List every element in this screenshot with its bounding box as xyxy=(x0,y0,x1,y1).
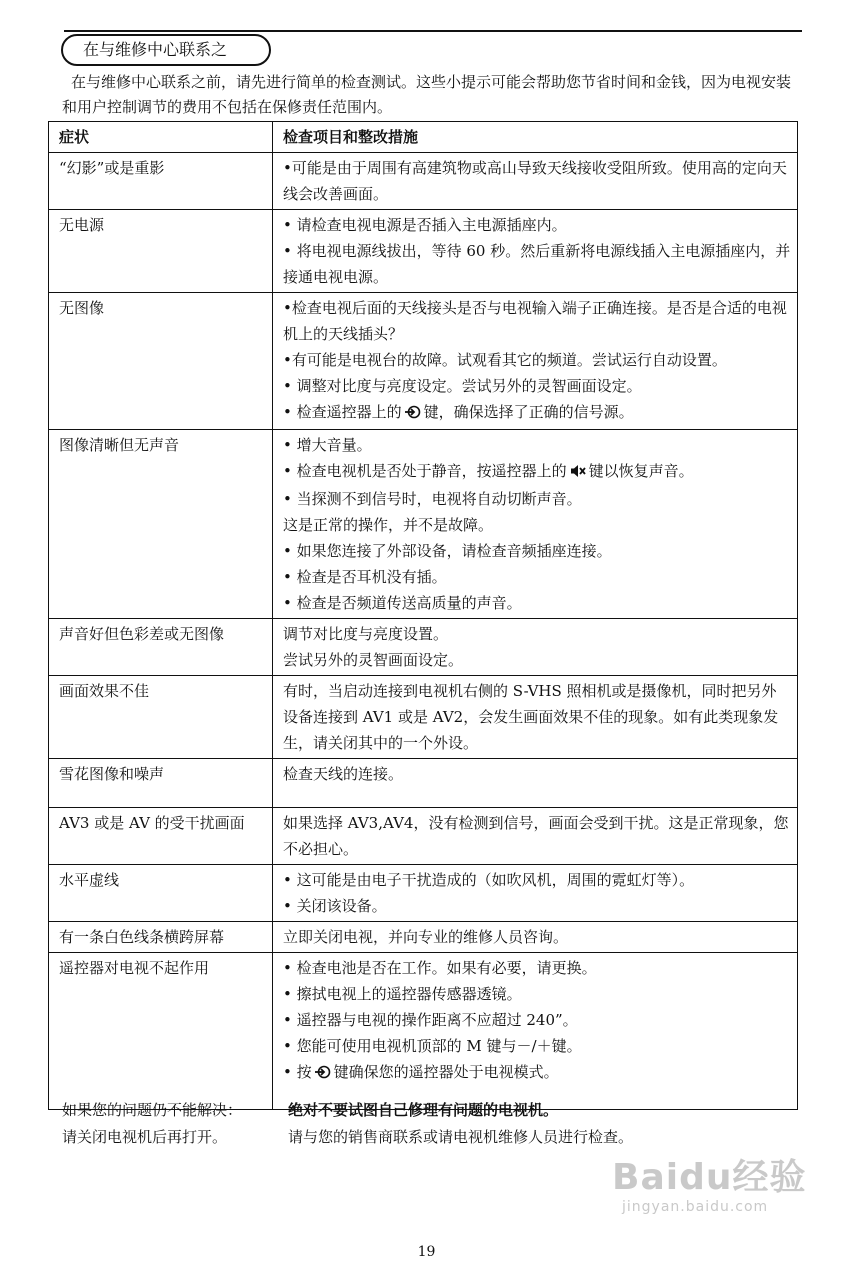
footer-row1-right: 绝对不要试图自己修理有问题的电视机。 xyxy=(288,1101,559,1119)
symptom-cell: “幻影”或是重影 xyxy=(49,153,273,210)
symptom-cell: 水平虚线 xyxy=(49,865,273,922)
footer-row2-right: 请与您的销售商联系或请电视机维修人员进行检查。 xyxy=(288,1128,634,1146)
action-cell xyxy=(273,293,798,430)
table-row xyxy=(49,153,798,210)
action-cell xyxy=(273,619,798,676)
watermark-logo xyxy=(612,1158,812,1228)
action-cell xyxy=(273,676,798,759)
action-line: • 关闭该设备。 xyxy=(283,897,387,915)
symptom-cell: 画面效果不佳 xyxy=(49,676,273,759)
action-line: •检查电视后面的天线接头是否与电视输入端子正确连接。是否是合适的电视机上的天线插头？ xyxy=(283,299,787,343)
action-line: • 如果您连接了外部设备，请检查音频插座连接。 xyxy=(283,542,612,560)
action-line xyxy=(283,458,791,486)
action-line: • 您能可使用电视机顶部的 M 键与－/＋键。 xyxy=(283,1037,582,1055)
action-line: 尝试另外的灵智画面设定。 xyxy=(283,651,464,669)
action-cell xyxy=(273,430,798,619)
action-line: • 当探测不到信号时，电视将自动切断声音。 xyxy=(283,490,582,508)
symptom-cell: 有一条白色线条横跨屏幕 xyxy=(49,922,273,953)
symptom-cell: 雪花图像和噪声 xyxy=(49,759,273,808)
action-line: •有可能是电视台的故障。试观看其它的频道。尝试运行自动设置。 xyxy=(283,351,727,369)
footer-note xyxy=(62,1097,802,1151)
table-row xyxy=(49,293,798,430)
action-cell xyxy=(273,759,798,808)
watermark-brand: Baidu经验 xyxy=(612,1157,807,1198)
action-text: 键以恢复声音。 xyxy=(588,462,694,480)
symptom-cell: 图像清晰但无声音 xyxy=(49,430,273,619)
footer-row2-left: 请关闭电视机后再打开。 xyxy=(62,1128,228,1146)
watermark-url: jingyan.baidu.com xyxy=(622,1199,769,1215)
table-row xyxy=(49,430,798,619)
table-row xyxy=(49,953,798,1110)
action-line: • 检查电池是否在工作。如果有必要，请更换。 xyxy=(283,959,597,977)
action-text: 键，确保选择了正确的信号源。 xyxy=(423,403,634,421)
action-line: 有时，当启动连接到电视机右侧的 S-VHS 照相机或是摄像机，同时把另外设备连接到 AV1 或是 AV2，会发生画面效果不佳的现象。如有此类现象发生，请关闭其中的一个外设。 xyxy=(283,682,779,752)
action-line: • 请检查电视电源是否插入主电源插座内。 xyxy=(283,216,567,234)
troubleshooting-table xyxy=(48,121,798,1110)
action-line: 这是正常的操作，并不是故障。 xyxy=(283,516,494,534)
action-line: • 遥控器与电视的操作距离不应超过 240”。 xyxy=(283,1011,578,1029)
action-cell xyxy=(273,922,798,953)
table-header-row xyxy=(49,122,798,153)
action-cell xyxy=(273,153,798,210)
symptom-cell: 无电源 xyxy=(49,210,273,293)
action-line: 如果选择 AV3,AV4，没有检测到信号，画面会受到干扰。这是正常现象，您不必担心。 xyxy=(283,814,789,858)
symptom-cell: 无图像 xyxy=(49,293,273,430)
symptom-cell: AV3 或是 AV 的受干扰画面 xyxy=(49,808,273,865)
action-line: •可能是由于周围有高建筑物或高山导致天线接收受阻所致。使用高的定向天线会改善画面。 xyxy=(283,159,787,203)
header-action: 检查项目和整改措施 xyxy=(273,122,798,153)
action-line: • 调整对比度与亮度设定。尝试另外的灵智画面设定。 xyxy=(283,377,642,395)
action-cell xyxy=(273,808,798,865)
page-number: 19 xyxy=(417,1244,436,1260)
section-title: 在与维修中心联系之 xyxy=(61,34,271,66)
table-row xyxy=(49,619,798,676)
table-row xyxy=(49,210,798,293)
input-source-icon xyxy=(405,401,421,427)
action-line xyxy=(283,399,791,427)
action-line: 立即关闭电视，并向专业的维修人员咨询。 xyxy=(283,928,569,946)
footer-row1-left: 如果您的问题仍不能解决： xyxy=(62,1101,243,1119)
symptom-cell: 声音好但色彩差或无图像 xyxy=(49,619,273,676)
action-line: • 检查是否频道传送高质量的声音。 xyxy=(283,594,522,612)
mute-icon xyxy=(570,460,586,486)
action-line: 调节对比度与亮度设置。 xyxy=(283,625,449,643)
action-text: 键确保您的遥控器处于电视模式。 xyxy=(333,1063,559,1081)
intro-paragraph: 在与维修中心联系之前，请先进行简单的检查测试。这些小提示可能会帮助您节省时间和金钱，因为电视安装和用户控制调节的费用不包括在保修责任范围内。 xyxy=(62,73,792,116)
action-line: • 将电视电源线拔出，等待 60 秒。然后重新将电源线插入主电源插座内，并接通电视电源。 xyxy=(283,242,791,286)
action-cell xyxy=(273,865,798,922)
table-row xyxy=(49,865,798,922)
action-cell xyxy=(273,210,798,293)
action-line xyxy=(283,1059,791,1087)
table-row xyxy=(49,922,798,953)
symptom-cell: 遥控器对电视不起作用 xyxy=(49,953,273,1110)
table-row xyxy=(49,808,798,865)
top-rule xyxy=(64,30,802,32)
action-line: 检查天线的连接。 xyxy=(283,765,404,783)
header-symptom: 症状 xyxy=(49,122,273,153)
action-text: • 按 xyxy=(283,1063,312,1081)
action-line: • 检查是否耳机没有插。 xyxy=(283,568,447,586)
action-cell xyxy=(273,953,798,1110)
action-text: • 检查遥控器上的 xyxy=(283,403,402,421)
input-source-icon xyxy=(315,1061,331,1087)
table-row xyxy=(49,676,798,759)
table-row xyxy=(49,759,798,808)
action-line: • 增大音量。 xyxy=(283,436,372,454)
action-line: • 这可能是由电子干扰造成的（如吹风机，周围的霓虹灯等）。 xyxy=(283,871,695,889)
action-text: • 检查电视机是否处于静音，按遥控器上的 xyxy=(283,462,567,480)
action-line: • 擦拭电视上的遥控器传感器透镜。 xyxy=(283,985,522,1003)
